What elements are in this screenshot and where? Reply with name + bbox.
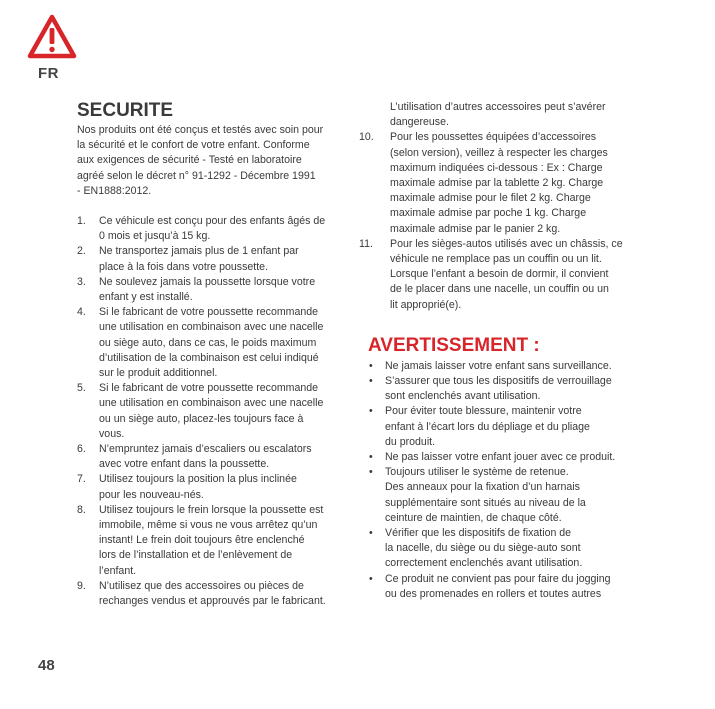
text-line: ou un siège auto, placez-les toujours face à <box>99 412 304 425</box>
text-line: Si le fabricant de votre poussette recommande <box>99 382 319 395</box>
text-line: ceinture de maintien, de chaque côté. <box>385 511 562 524</box>
bullet-item <box>368 572 643 602</box>
text-line: une utilisation en combinaison avec une nacelle <box>99 397 324 410</box>
language-label: FR <box>38 65 59 82</box>
safety-list <box>77 214 352 609</box>
section-title-securite: SECURITE <box>77 100 174 121</box>
list-item <box>77 442 352 472</box>
text-line: Ne pas laisser votre enfant jouer avec ce produit. <box>385 451 616 464</box>
section-title-avertissement: AVERTISSEMENT : <box>368 334 540 356</box>
text-line: Des anneaux pour la fixation d’un harnais <box>385 481 580 494</box>
item-number: 10. <box>359 131 374 144</box>
right-column <box>359 100 643 602</box>
text-line: 0 mois et jusqu’à 15 kg. <box>99 230 211 243</box>
text-line: Vérifier que les dispositifs de fixation de <box>385 527 572 540</box>
bullet-icon: • <box>369 375 373 388</box>
bullet-item <box>368 526 643 572</box>
text-line: instant! Le frein doit toujours être enclenché <box>99 534 305 547</box>
bullet-item <box>368 374 643 404</box>
item-number: 11. <box>359 237 373 250</box>
page-number: 48 <box>38 657 55 674</box>
text-line: Utilisez toujours la position la plus inclinée <box>99 473 297 486</box>
text-line: agréé selon le décret n° 91-1292 - Décembre 1991 <box>77 169 316 182</box>
text-line: Toujours utiliser le système de retenue. <box>385 466 569 479</box>
text-line: maximale admise par poche 1 kg. Charge <box>390 207 587 220</box>
list-item <box>77 214 352 244</box>
item-number: 9. <box>77 579 86 592</box>
text-line: Pour les poussettes équipées d’accessoires <box>390 131 597 144</box>
item-number: 6. <box>77 443 86 456</box>
bullet-item <box>368 404 643 450</box>
list-item <box>77 503 352 579</box>
text-line: Ne transportez jamais plus de 1 enfant par <box>99 245 299 258</box>
bullet-item <box>368 450 643 465</box>
intro-paragraph <box>77 123 352 199</box>
item-number: 1. <box>77 215 86 228</box>
text-line: dangereuse. <box>390 116 449 129</box>
text-line: maximale admise par la tablette 2 kg. Charge <box>390 177 604 190</box>
text-line: une utilisation en combinaison avec une nacelle <box>99 321 324 334</box>
text-line: pour les nouveau-nés. <box>99 488 204 501</box>
item-number: 8. <box>77 503 86 516</box>
text-line: ou des promenades en rollers et toutes autres <box>385 587 602 600</box>
safety-list-continued <box>359 130 643 312</box>
text-line: Si le fabricant de votre poussette recommande <box>99 306 319 319</box>
text-line: (selon version), veillez à respecter les charges <box>390 146 608 159</box>
text-line: la sécurité et le confort de votre enfant. Conforme <box>77 139 310 152</box>
bullet-icon: • <box>369 572 373 585</box>
list-item <box>359 130 643 236</box>
list-item <box>77 579 352 609</box>
text-line: S’assurer que tous les dispositifs de verrouillage <box>385 375 612 388</box>
bullet-item <box>368 465 643 526</box>
text-line: la nacelle, du siège ou du siège-auto sont <box>385 542 581 555</box>
text-line: de le placer dans une nacelle, un couffin ou un <box>390 283 609 296</box>
text-line: Ce produit ne convient pas pour faire du jogging <box>385 572 611 585</box>
warning-triangle-icon <box>27 14 77 60</box>
item-number: 5. <box>77 382 86 395</box>
text-line: N’empruntez jamais d’escaliers ou escalators <box>99 443 312 456</box>
continued-item-text <box>368 100 643 130</box>
text-line: rechanges vendus et approuvés par le fabricant. <box>99 595 326 608</box>
list-item <box>77 244 352 274</box>
text-line: d’utilisation de la combinaison est celui indiqué <box>99 351 319 364</box>
text-line: Pour les sièges-autos utilisés avec un châssis, ce <box>390 237 623 250</box>
text-line: Lorsque l’enfant a besoin de dormir, il convient <box>390 268 609 281</box>
bullet-icon: • <box>369 405 373 418</box>
item-number: 4. <box>77 306 86 319</box>
text-line: ou siège auto, dans ce cas, le poids maximum <box>99 336 317 349</box>
text-line: Ne soulevez jamais la poussette lorsque votre <box>99 275 316 288</box>
bullet-icon: • <box>369 451 373 464</box>
text-line: Ce véhicule est conçu pour des enfants âgés de <box>99 215 326 228</box>
text-line: Pour éviter toute blessure, maintenir votre <box>385 405 582 418</box>
text-line: maximale admise par le panier 2 kg. <box>390 222 561 235</box>
text-line: correctement enclenchés avant utilisation. <box>385 557 583 570</box>
list-item <box>77 472 352 502</box>
bullet-icon: • <box>369 466 373 479</box>
bullet-icon: • <box>369 359 373 372</box>
text-line: maximale admise pour le filet 2 kg. Charge <box>390 192 591 205</box>
text-line: L’utilisation d’autres accessoires peut s’avérer <box>390 101 606 113</box>
text-line: maximum indiquées ci-dessous : Ex : Charge <box>390 161 603 174</box>
bullet-item <box>368 359 643 374</box>
text-line: enfant à l’écart lors du dépliage et du pliage <box>385 420 590 433</box>
text-line: véhicule ne remplace pas un couffin ou un lit. <box>390 253 602 266</box>
left-column <box>77 100 352 609</box>
text-line: immobile, même si vous ne vous arrêtez qu’un <box>99 519 318 532</box>
item-number: 3. <box>77 275 86 288</box>
text-line: aux exigences de sécurité - Testé en laboratoire <box>77 154 302 167</box>
text-line: Utilisez toujours le frein lorsque la poussette est <box>99 503 324 516</box>
text-line: Ne jamais laisser votre enfant sans surveillance. <box>385 359 612 372</box>
warning-list <box>368 359 643 602</box>
text-line: place à la fois dans votre poussette. <box>99 260 269 273</box>
text-line: - EN1888:2012. <box>77 184 152 197</box>
text-line: lors de l’installation et de l’enlèvement de <box>99 549 293 562</box>
text-line: Nos produits ont été conçus et testés avec soin pour <box>77 124 324 136</box>
text-line: lit approprié(e). <box>390 298 462 311</box>
text-line: l’enfant. <box>99 564 137 577</box>
list-item <box>359 237 643 313</box>
bullet-icon: • <box>369 527 373 540</box>
text-line: N’utilisez que des accessoires ou pièces de <box>99 579 304 592</box>
text-line: sur le produit additionnel. <box>99 367 218 380</box>
text-line: supplémentaire sont situés au niveau de la <box>385 496 586 509</box>
list-item <box>77 381 352 442</box>
text-line: du produit. <box>385 435 436 448</box>
text-line: sont enclenchés avant utilisation. <box>385 390 541 403</box>
text-line: avec votre enfant dans la poussette. <box>99 458 270 471</box>
list-item <box>77 275 352 305</box>
item-number: 2. <box>77 245 86 258</box>
item-number: 7. <box>77 473 86 486</box>
list-item <box>77 305 352 381</box>
text-line: enfant y est installé. <box>99 291 193 304</box>
text-line: vous. <box>99 427 125 440</box>
